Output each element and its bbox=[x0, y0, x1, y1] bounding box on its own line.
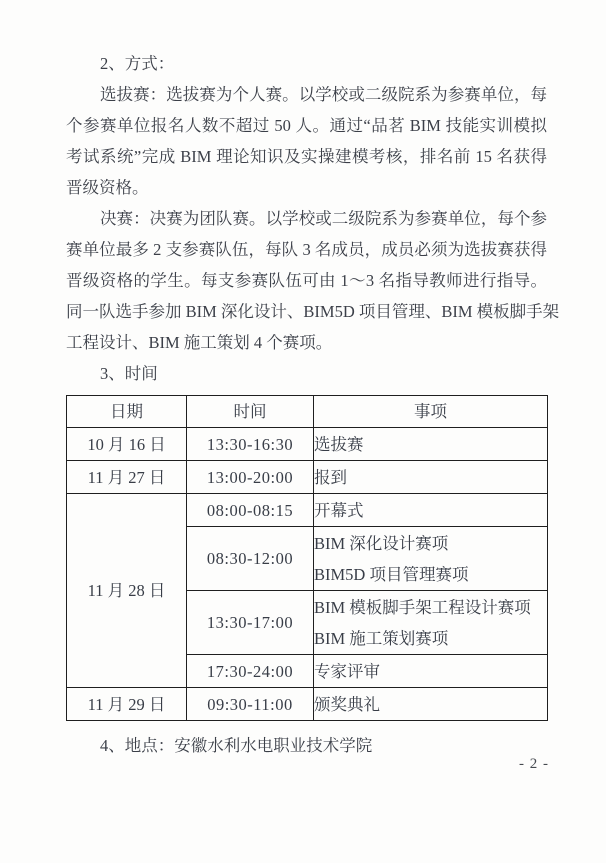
table-header-row bbox=[67, 396, 548, 428]
event-line: BIM5D 项目管理赛项 bbox=[314, 564, 469, 584]
cell-date: 11 月 29 日 bbox=[67, 688, 187, 721]
schedule-table bbox=[66, 395, 548, 721]
table-row bbox=[67, 688, 548, 721]
table-row bbox=[67, 428, 548, 461]
cell-event: 专家评审 bbox=[314, 655, 548, 688]
paragraph-line: 选拔赛：选拔赛为个人赛。以学校或二级院系为参赛单位，每 bbox=[100, 85, 547, 104]
event-line: BIM 施工策划赛项 bbox=[314, 628, 449, 648]
cell-date: 11 月 27 日 bbox=[67, 461, 187, 494]
cell-time: 13:30-16:30 bbox=[187, 428, 314, 461]
selection-paragraph bbox=[66, 79, 547, 203]
column-header-event: 事项 bbox=[314, 396, 548, 428]
paragraph-line: 晋级资格。 bbox=[66, 178, 149, 197]
cell-event: 选拔赛 bbox=[314, 428, 548, 461]
final-paragraph bbox=[66, 203, 560, 358]
column-header-date: 日期 bbox=[67, 396, 187, 428]
paragraph-line: 晋级资格的学生。每支参赛队伍可由 1～3 名指导教师进行指导。 bbox=[66, 271, 547, 290]
cell-time: 08:00-08:15 bbox=[187, 494, 314, 527]
cell-event: 报到 bbox=[314, 461, 548, 494]
cell-time: 13:00-20:00 bbox=[187, 461, 314, 494]
paragraph-line: 决赛：决赛为团队赛。以学校或二级院系为参赛单位，每个参 bbox=[100, 209, 547, 228]
page-number: - 2 - bbox=[519, 756, 549, 772]
table-row bbox=[67, 461, 548, 494]
event-line: BIM 模板脚手架工程设计赛项 bbox=[314, 597, 531, 617]
paragraph-line: 工程设计、BIM 施工策划 4 个赛项。 bbox=[66, 333, 333, 352]
paragraph-line: 考试系统”完成 BIM 理论知识及实操建模考核，排名前 15 名获得 bbox=[66, 147, 547, 166]
cell-event: 颁奖典礼 bbox=[314, 688, 548, 721]
column-header-time: 时间 bbox=[187, 396, 314, 428]
cell-time: 13:30-17:00 bbox=[187, 591, 314, 655]
cell-time: 17:30-24:00 bbox=[187, 655, 314, 688]
document-body bbox=[66, 48, 560, 761]
cell-date-rowspan: 11 月 28 日 bbox=[67, 494, 187, 688]
paragraph-line: 赛单位最多 2 支参赛队伍，每队 3 名成员，成员必须为选拔赛获得 bbox=[66, 240, 547, 259]
cell-event bbox=[314, 591, 548, 655]
cell-event bbox=[314, 527, 548, 591]
paragraph-line: 个参赛单位报名人数不超过 50 人。通过“品茗 BIM 技能实训模拟 bbox=[66, 116, 547, 135]
cell-time: 09:30-11:00 bbox=[187, 688, 314, 721]
location-heading: 4、地点：安徽水利水电职业技术学院 bbox=[100, 736, 373, 755]
paragraph-line: 同一队选手参加 BIM 深化设计、BIM5D 项目管理、BIM 模板脚手架 bbox=[66, 302, 560, 321]
method-heading: 2、方式： bbox=[100, 54, 175, 73]
event-line: BIM 深化设计赛项 bbox=[314, 533, 449, 553]
cell-event: 开幕式 bbox=[314, 494, 548, 527]
time-heading: 3、时间 bbox=[100, 364, 158, 383]
cell-date: 10 月 16 日 bbox=[67, 428, 187, 461]
table-row bbox=[67, 494, 548, 527]
cell-time: 08:30-12:00 bbox=[187, 527, 314, 591]
